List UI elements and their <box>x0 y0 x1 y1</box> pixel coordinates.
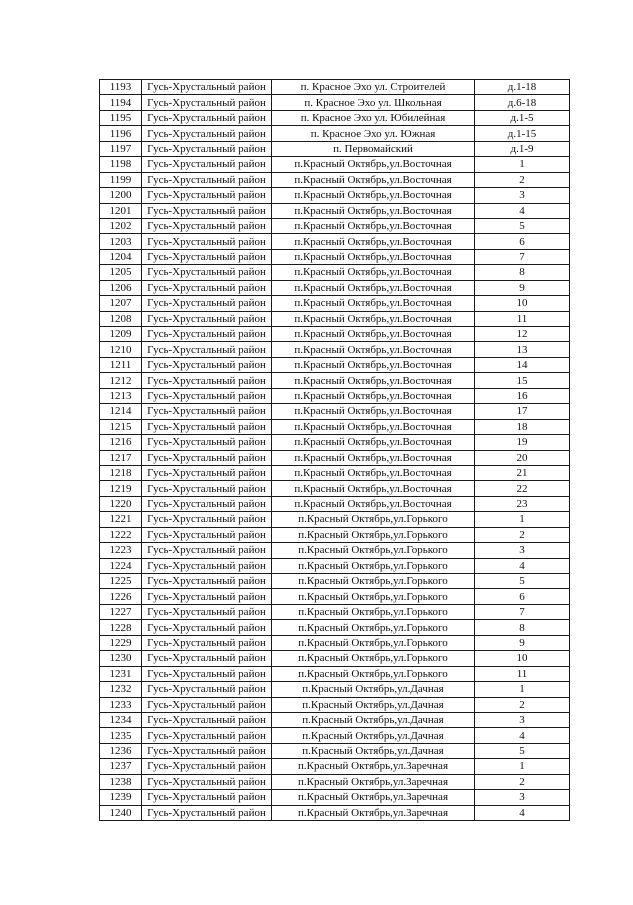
district-cell: Гусь-Хрустальный район <box>142 311 272 326</box>
table-row <box>100 388 570 403</box>
row-number-cell: 1226 <box>100 589 142 604</box>
district-cell: Гусь-Хрустальный район <box>142 620 272 635</box>
table-row <box>100 465 570 480</box>
house-number-cell: 22 <box>475 481 570 496</box>
table-row <box>100 80 570 95</box>
house-number-cell: 15 <box>475 373 570 388</box>
table-row <box>100 234 570 249</box>
table-row <box>100 558 570 573</box>
house-number-cell: 19 <box>475 435 570 450</box>
house-number-cell: 18 <box>475 419 570 434</box>
row-number-cell: 1216 <box>100 435 142 450</box>
house-number-cell: 8 <box>475 265 570 280</box>
table-row <box>100 790 570 805</box>
house-number-cell: 8 <box>475 620 570 635</box>
address-cell: п.Красный Октябрь,ул.Восточная <box>272 203 475 218</box>
row-number-cell: 1234 <box>100 712 142 727</box>
row-number-cell: 1212 <box>100 373 142 388</box>
table-row <box>100 435 570 450</box>
house-number-cell: 4 <box>475 728 570 743</box>
address-cell: п.Красный Октябрь,ул.Горького <box>272 574 475 589</box>
row-number-cell: 1200 <box>100 188 142 203</box>
row-number-cell: 1223 <box>100 543 142 558</box>
row-number-cell: 1233 <box>100 697 142 712</box>
row-number-cell: 1201 <box>100 203 142 218</box>
district-cell: Гусь-Хрустальный район <box>142 80 272 95</box>
table-row <box>100 543 570 558</box>
house-number-cell: 11 <box>475 311 570 326</box>
house-number-cell: 2 <box>475 172 570 187</box>
address-cell: п.Красный Октябрь,ул.Восточная <box>272 249 475 264</box>
table-row <box>100 342 570 357</box>
address-cell: п.Красный Октябрь,ул.Горького <box>272 527 475 542</box>
district-cell: Гусь-Хрустальный район <box>142 296 272 311</box>
table-row <box>100 527 570 542</box>
table-row <box>100 357 570 372</box>
district-cell: Гусь-Хрустальный район <box>142 496 272 511</box>
table-row <box>100 496 570 511</box>
table-row <box>100 604 570 619</box>
address-cell: п.Красный Октябрь,ул.Горького <box>272 666 475 681</box>
address-cell: п.Красный Октябрь,ул.Дачная <box>272 728 475 743</box>
table-row <box>100 728 570 743</box>
district-cell: Гусь-Хрустальный район <box>142 774 272 789</box>
house-number-cell: 1 <box>475 157 570 172</box>
district-cell: Гусь-Хрустальный район <box>142 342 272 357</box>
table-row <box>100 203 570 218</box>
row-number-cell: 1230 <box>100 651 142 666</box>
row-number-cell: 1196 <box>100 126 142 141</box>
district-cell: Гусь-Хрустальный район <box>142 373 272 388</box>
row-number-cell: 1236 <box>100 743 142 758</box>
house-number-cell: 1 <box>475 682 570 697</box>
house-number-cell: 3 <box>475 543 570 558</box>
address-cell: п.Красный Октябрь,ул.Восточная <box>272 496 475 511</box>
row-number-cell: 1206 <box>100 280 142 295</box>
house-number-cell: 5 <box>475 574 570 589</box>
table-row <box>100 697 570 712</box>
address-cell: п.Красный Октябрь,ул.Восточная <box>272 465 475 480</box>
row-number-cell: 1214 <box>100 404 142 419</box>
house-number-cell: 7 <box>475 249 570 264</box>
house-number-cell: 6 <box>475 234 570 249</box>
row-number-cell: 1238 <box>100 774 142 789</box>
table-row <box>100 296 570 311</box>
table-row <box>100 95 570 110</box>
address-cell: п.Красный Октябрь,ул.Дачная <box>272 743 475 758</box>
district-cell: Гусь-Хрустальный район <box>142 465 272 480</box>
address-cell: п.Красный Октябрь,ул.Дачная <box>272 697 475 712</box>
address-cell: п.Красный Октябрь,ул.Восточная <box>272 172 475 187</box>
district-cell: Гусь-Хрустальный район <box>142 450 272 465</box>
address-cell: п.Красный Октябрь,ул.Восточная <box>272 265 475 280</box>
house-number-cell: 20 <box>475 450 570 465</box>
address-cell: п.Красный Октябрь,ул.Заречная <box>272 759 475 774</box>
table-row <box>100 682 570 697</box>
address-cell: п.Красный Октябрь,ул.Горького <box>272 589 475 604</box>
table-row <box>100 759 570 774</box>
address-cell: п.Красный Октябрь,ул.Восточная <box>272 157 475 172</box>
row-number-cell: 1199 <box>100 172 142 187</box>
district-cell: Гусь-Хрустальный район <box>142 481 272 496</box>
table-body <box>100 80 570 821</box>
table-row <box>100 743 570 758</box>
address-cell: п.Красный Октябрь,ул.Восточная <box>272 419 475 434</box>
address-cell: п.Красный Октябрь,ул.Горького <box>272 604 475 619</box>
address-cell: п.Красный Октябрь,ул.Горького <box>272 558 475 573</box>
row-number-cell: 1209 <box>100 327 142 342</box>
table-row <box>100 620 570 635</box>
house-number-cell: 12 <box>475 327 570 342</box>
row-number-cell: 1237 <box>100 759 142 774</box>
row-number-cell: 1197 <box>100 141 142 156</box>
address-cell: п.Красный Октябрь,ул.Дачная <box>272 712 475 727</box>
table-row <box>100 327 570 342</box>
house-number-cell: 3 <box>475 712 570 727</box>
district-cell: Гусь-Хрустальный район <box>142 110 272 125</box>
address-cell: п.Красный Октябрь,ул.Горького <box>272 620 475 635</box>
district-cell: Гусь-Хрустальный район <box>142 141 272 156</box>
row-number-cell: 1194 <box>100 95 142 110</box>
row-number-cell: 1203 <box>100 234 142 249</box>
district-cell: Гусь-Хрустальный район <box>142 527 272 542</box>
table-row <box>100 249 570 264</box>
row-number-cell: 1215 <box>100 419 142 434</box>
row-number-cell: 1225 <box>100 574 142 589</box>
house-number-cell: 10 <box>475 296 570 311</box>
address-cell: п.Красный Октябрь,ул.Заречная <box>272 774 475 789</box>
row-number-cell: 1222 <box>100 527 142 542</box>
house-number-cell: 2 <box>475 697 570 712</box>
house-number-cell: 7 <box>475 604 570 619</box>
table-row <box>100 280 570 295</box>
district-cell: Гусь-Хрустальный район <box>142 805 272 820</box>
house-number-cell: 23 <box>475 496 570 511</box>
row-number-cell: 1198 <box>100 157 142 172</box>
row-number-cell: 1228 <box>100 620 142 635</box>
row-number-cell: 1221 <box>100 512 142 527</box>
address-cell: п.Красный Октябрь,ул.Восточная <box>272 404 475 419</box>
district-cell: Гусь-Хрустальный район <box>142 728 272 743</box>
district-cell: Гусь-Хрустальный район <box>142 388 272 403</box>
address-cell: п. Красное Эхо ул. Юбилейная <box>272 110 475 125</box>
address-cell: п.Красный Октябрь,ул.Восточная <box>272 388 475 403</box>
district-cell: Гусь-Хрустальный район <box>142 95 272 110</box>
district-cell: Гусь-Хрустальный район <box>142 249 272 264</box>
row-number-cell: 1224 <box>100 558 142 573</box>
address-cell: п. Красное Эхо ул. Строителей <box>272 80 475 95</box>
address-cell: п.Красный Октябрь,ул.Восточная <box>272 373 475 388</box>
district-cell: Гусь-Хрустальный район <box>142 203 272 218</box>
house-number-cell: 16 <box>475 388 570 403</box>
address-cell: п.Красный Октябрь,ул.Горького <box>272 651 475 666</box>
address-cell: п.Красный Октябрь,ул.Восточная <box>272 234 475 249</box>
house-number-cell: 9 <box>475 635 570 650</box>
district-cell: Гусь-Хрустальный район <box>142 759 272 774</box>
district-cell: Гусь-Хрустальный район <box>142 234 272 249</box>
house-number-cell: 1 <box>475 759 570 774</box>
house-number-cell: 1 <box>475 512 570 527</box>
district-cell: Гусь-Хрустальный район <box>142 743 272 758</box>
row-number-cell: 1207 <box>100 296 142 311</box>
table-row <box>100 311 570 326</box>
district-cell: Гусь-Хрустальный район <box>142 790 272 805</box>
district-cell: Гусь-Хрустальный район <box>142 126 272 141</box>
row-number-cell: 1210 <box>100 342 142 357</box>
district-cell: Гусь-Хрустальный район <box>142 327 272 342</box>
table-row <box>100 172 570 187</box>
district-cell: Гусь-Хрустальный район <box>142 188 272 203</box>
district-cell: Гусь-Хрустальный район <box>142 574 272 589</box>
table-row <box>100 774 570 789</box>
house-number-cell: 6 <box>475 589 570 604</box>
district-cell: Гусь-Хрустальный район <box>142 543 272 558</box>
row-number-cell: 1219 <box>100 481 142 496</box>
house-number-cell: 4 <box>475 203 570 218</box>
table-row <box>100 373 570 388</box>
row-number-cell: 1235 <box>100 728 142 743</box>
row-number-cell: 1193 <box>100 80 142 95</box>
district-cell: Гусь-Хрустальный район <box>142 404 272 419</box>
table-row <box>100 126 570 141</box>
address-cell: п. Красное Эхо ул. Школьная <box>272 95 475 110</box>
house-number-cell: 9 <box>475 280 570 295</box>
address-cell: п.Красный Октябрь,ул.Восточная <box>272 342 475 357</box>
row-number-cell: 1231 <box>100 666 142 681</box>
table-row <box>100 512 570 527</box>
housing-registry-table <box>99 79 570 821</box>
row-number-cell: 1211 <box>100 357 142 372</box>
table-row <box>100 157 570 172</box>
address-cell: п.Красный Октябрь,ул.Восточная <box>272 218 475 233</box>
row-number-cell: 1232 <box>100 682 142 697</box>
address-cell: п.Красный Октябрь,ул.Горького <box>272 635 475 650</box>
house-number-cell: 5 <box>475 743 570 758</box>
address-cell: п.Красный Октябрь,ул.Восточная <box>272 481 475 496</box>
district-cell: Гусь-Хрустальный район <box>142 712 272 727</box>
house-number-cell: 2 <box>475 527 570 542</box>
house-number-cell: 2 <box>475 774 570 789</box>
district-cell: Гусь-Хрустальный район <box>142 651 272 666</box>
address-cell: п.Красный Октябрь,ул.Восточная <box>272 435 475 450</box>
house-number-cell: 17 <box>475 404 570 419</box>
house-number-cell: д.1-15 <box>475 126 570 141</box>
table-row <box>100 635 570 650</box>
district-cell: Гусь-Хрустальный район <box>142 635 272 650</box>
district-cell: Гусь-Хрустальный район <box>142 435 272 450</box>
row-number-cell: 1227 <box>100 604 142 619</box>
house-number-cell: 10 <box>475 651 570 666</box>
address-cell: п.Красный Октябрь,ул.Заречная <box>272 805 475 820</box>
district-cell: Гусь-Хрустальный район <box>142 589 272 604</box>
row-number-cell: 1240 <box>100 805 142 820</box>
row-number-cell: 1217 <box>100 450 142 465</box>
row-number-cell: 1239 <box>100 790 142 805</box>
address-cell: п.Красный Октябрь,ул.Восточная <box>272 450 475 465</box>
row-number-cell: 1213 <box>100 388 142 403</box>
row-number-cell: 1204 <box>100 249 142 264</box>
table-row <box>100 481 570 496</box>
house-number-cell: 4 <box>475 558 570 573</box>
table-row <box>100 574 570 589</box>
address-cell: п. Первомайский <box>272 141 475 156</box>
table-row <box>100 110 570 125</box>
house-number-cell: 11 <box>475 666 570 681</box>
house-number-cell: 3 <box>475 790 570 805</box>
district-cell: Гусь-Хрустальный район <box>142 697 272 712</box>
address-cell: п. Красное Эхо ул. Южная <box>272 126 475 141</box>
table-row <box>100 450 570 465</box>
district-cell: Гусь-Хрустальный район <box>142 666 272 681</box>
address-cell: п.Красный Октябрь,ул.Дачная <box>272 682 475 697</box>
table-row <box>100 265 570 280</box>
row-number-cell: 1229 <box>100 635 142 650</box>
address-cell: п.Красный Октябрь,ул.Восточная <box>272 188 475 203</box>
house-number-cell: 14 <box>475 357 570 372</box>
table-row <box>100 589 570 604</box>
address-cell: п.Красный Октябрь,ул.Восточная <box>272 296 475 311</box>
district-cell: Гусь-Хрустальный район <box>142 419 272 434</box>
house-number-cell: 5 <box>475 218 570 233</box>
district-cell: Гусь-Хрустальный район <box>142 357 272 372</box>
house-number-cell: 3 <box>475 188 570 203</box>
table-row <box>100 666 570 681</box>
house-number-cell: д.6-18 <box>475 95 570 110</box>
table-row <box>100 404 570 419</box>
district-cell: Гусь-Хрустальный район <box>142 157 272 172</box>
address-cell: п.Красный Октябрь,ул.Заречная <box>272 790 475 805</box>
house-number-cell: д.1-9 <box>475 141 570 156</box>
address-cell: п.Красный Октябрь,ул.Восточная <box>272 327 475 342</box>
address-cell: п.Красный Октябрь,ул.Восточная <box>272 311 475 326</box>
house-number-cell: д.1-5 <box>475 110 570 125</box>
district-cell: Гусь-Хрустальный район <box>142 280 272 295</box>
row-number-cell: 1208 <box>100 311 142 326</box>
table-row <box>100 651 570 666</box>
table-row <box>100 712 570 727</box>
address-cell: п.Красный Октябрь,ул.Горького <box>272 543 475 558</box>
address-cell: п.Красный Октябрь,ул.Горького <box>272 512 475 527</box>
district-cell: Гусь-Хрустальный район <box>142 558 272 573</box>
house-number-cell: 21 <box>475 465 570 480</box>
district-cell: Гусь-Хрустальный район <box>142 172 272 187</box>
table-row <box>100 188 570 203</box>
house-number-cell: д.1-18 <box>475 80 570 95</box>
table-row <box>100 419 570 434</box>
district-cell: Гусь-Хрустальный район <box>142 218 272 233</box>
table-row <box>100 805 570 820</box>
table-row <box>100 218 570 233</box>
row-number-cell: 1220 <box>100 496 142 511</box>
district-cell: Гусь-Хрустальный район <box>142 265 272 280</box>
row-number-cell: 1218 <box>100 465 142 480</box>
district-cell: Гусь-Хрустальный район <box>142 512 272 527</box>
row-number-cell: 1195 <box>100 110 142 125</box>
table-row <box>100 141 570 156</box>
house-number-cell: 4 <box>475 805 570 820</box>
row-number-cell: 1205 <box>100 265 142 280</box>
house-number-cell: 13 <box>475 342 570 357</box>
address-cell: п.Красный Октябрь,ул.Восточная <box>272 357 475 372</box>
district-cell: Гусь-Хрустальный район <box>142 604 272 619</box>
district-cell: Гусь-Хрустальный район <box>142 682 272 697</box>
address-cell: п.Красный Октябрь,ул.Восточная <box>272 280 475 295</box>
row-number-cell: 1202 <box>100 218 142 233</box>
